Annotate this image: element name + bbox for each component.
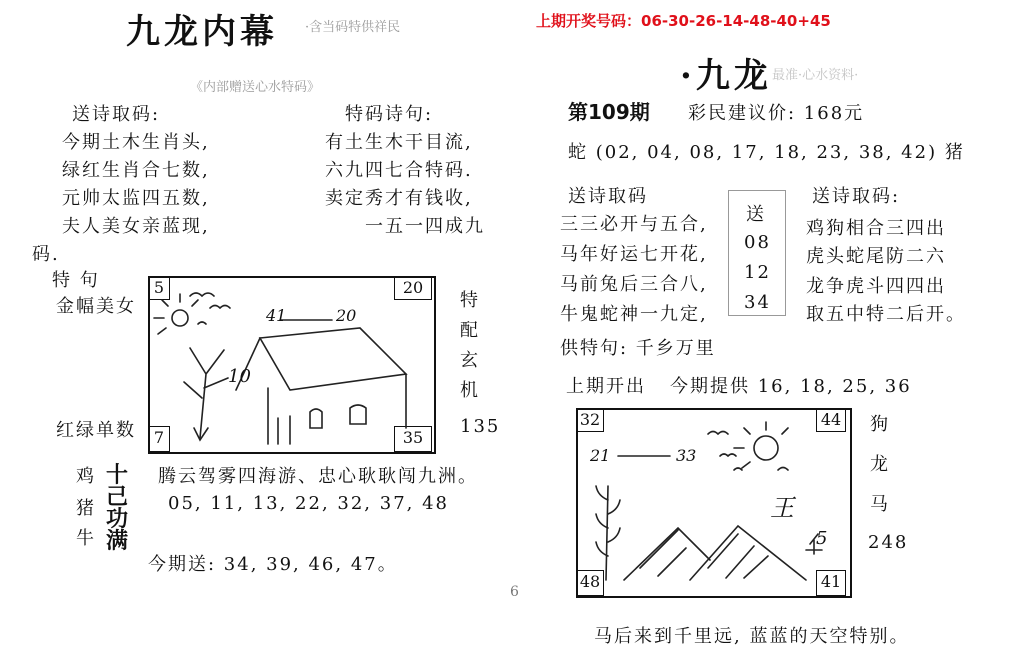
right-poem-line-right: 取五中特二后开。 bbox=[806, 304, 966, 325]
left-numbers: 05, 11, 13, 22, 32, 37, 48 bbox=[168, 493, 449, 514]
right-poem-line-right: 龙争虎斗四四出 bbox=[806, 276, 946, 297]
right-poem-line-left: 三三必开与五合, bbox=[560, 214, 708, 235]
left-corner-tr: 20 bbox=[394, 276, 432, 300]
suggested-price: 彩民建议价: 168元 bbox=[688, 103, 865, 124]
left-title-note: ·含当码特供祥民 bbox=[305, 20, 401, 35]
left-poem-tail: 一五一四成九 bbox=[365, 216, 485, 237]
right-footer-verse: 马后来到千里远, 蓝蓝的天空特别。 bbox=[594, 626, 910, 647]
left-sketch-number: 10 bbox=[228, 366, 251, 387]
right-animal: 马 bbox=[870, 494, 890, 515]
left-special-line: 六九四七合特码. bbox=[325, 160, 473, 181]
last-draw-numbers: 上期开奖号码：06-30-26-14-48-40+45 bbox=[536, 12, 831, 30]
left-corner-tl: 5 bbox=[148, 276, 170, 300]
left-side-label-top: 特 句 bbox=[52, 270, 100, 291]
left-poem-line: 元帅太监四五数, bbox=[62, 188, 210, 209]
left-side-label-1: 金幅美女 bbox=[56, 296, 136, 317]
right-animal: 龙 bbox=[870, 454, 890, 475]
send-box-item: 12 bbox=[744, 262, 771, 283]
left-sketch-arrow-left: 41 bbox=[266, 306, 287, 325]
right-poem-line-right: 鸡狗相合三四出 bbox=[806, 218, 946, 239]
left-sub-note: 《内部赠送心水特码》 bbox=[190, 80, 321, 95]
right-sketch-arrow-right: 33 bbox=[676, 446, 697, 465]
left-corner-bl: 7 bbox=[148, 426, 170, 452]
left-sketch bbox=[150, 278, 434, 452]
right-animal: 狗 bbox=[870, 414, 890, 435]
left-vertical-char: 玄 bbox=[460, 350, 478, 371]
right-poem-line-right: 虎头蛇尾防二六 bbox=[806, 246, 946, 267]
left-zodiac: 鸡 bbox=[76, 466, 96, 487]
right-sketch-arrow-left: 21 bbox=[590, 446, 611, 465]
left-four-char: 功 bbox=[106, 506, 129, 532]
send-box-item: 送 bbox=[746, 204, 766, 225]
left-special-line: 卖定秀才有钱收, bbox=[325, 188, 473, 209]
left-four-char: 己 bbox=[106, 484, 129, 510]
send-box-item: 34 bbox=[744, 292, 771, 313]
left-special-header: 特码诗句: bbox=[345, 104, 434, 125]
provide-numbers: 今期提供 16, 18, 25, 36 bbox=[670, 376, 912, 397]
left-poem-line: 绿红生肖合七数, bbox=[62, 160, 210, 181]
left-special-line: 有土生木干目流, bbox=[325, 132, 473, 153]
right-corner-tl: 32 bbox=[576, 408, 604, 432]
left-four-char: 满 bbox=[106, 528, 129, 554]
right-sketch bbox=[578, 410, 850, 596]
left-verse: 腾云驾雾四海游、忠心耿耿闯九洲。 bbox=[158, 466, 478, 487]
left-poem-header: 送诗取码: bbox=[72, 104, 161, 125]
right-sketch-number: 5 bbox=[816, 528, 828, 549]
special-sentence: 供特句: 千乡万里 bbox=[560, 338, 716, 359]
right-poem-header-right: 送诗取码: bbox=[812, 186, 901, 207]
left-vertical-char: 机 bbox=[460, 380, 478, 401]
right-corner-br: 41 bbox=[816, 570, 846, 596]
left-poem-wrap: 码. bbox=[32, 244, 60, 265]
snake-numbers: 蛇 (02, 04, 08, 17, 18, 23, 38, 42) 猪 bbox=[568, 142, 965, 163]
right-sketch-char: 王 bbox=[770, 494, 794, 522]
left-vertical-char: 特 bbox=[460, 290, 478, 311]
left-title: 九龙内幕 bbox=[126, 12, 278, 52]
left-send: 今期送: 34, 39, 46, 47。 bbox=[148, 554, 398, 575]
right-title-note: 最准·心水资料· bbox=[772, 68, 859, 83]
right-poem-line-left: 牛鬼蛇神一九定, bbox=[560, 304, 708, 325]
right-animal-number: 248 bbox=[868, 532, 909, 553]
left-poem-line: 夫人美女亲蓝现, bbox=[62, 216, 210, 237]
right-poem-line-left: 马年好运七开花, bbox=[560, 244, 708, 265]
issue-number: 第109期 bbox=[568, 100, 650, 124]
left-four-char: 十 bbox=[106, 462, 129, 488]
left-right-number: 135 bbox=[460, 416, 501, 437]
left-sketch-arrow-right: 20 bbox=[336, 306, 357, 325]
last-open-label: 上期开出 bbox=[566, 376, 646, 397]
left-vertical-char: 配 bbox=[460, 320, 478, 341]
left-corner-br: 35 bbox=[394, 426, 432, 452]
right-poem-line-left: 马前兔后三合八, bbox=[560, 274, 708, 295]
right-corner-tr: 44 bbox=[816, 408, 846, 432]
right-title: ·九龙 bbox=[680, 56, 772, 96]
right-corner-bl: 48 bbox=[576, 570, 604, 596]
left-zodiac: 牛 bbox=[76, 528, 96, 549]
right-poem-header-left: 送诗取码 bbox=[568, 186, 648, 207]
left-poem-line: 今期土木生肖头, bbox=[62, 132, 210, 153]
left-zodiac: 猪 bbox=[76, 498, 96, 519]
send-box-item: 08 bbox=[744, 232, 771, 253]
left-side-label-2: 红绿单数 bbox=[56, 420, 136, 441]
left-page-mark: 6 bbox=[510, 584, 519, 600]
